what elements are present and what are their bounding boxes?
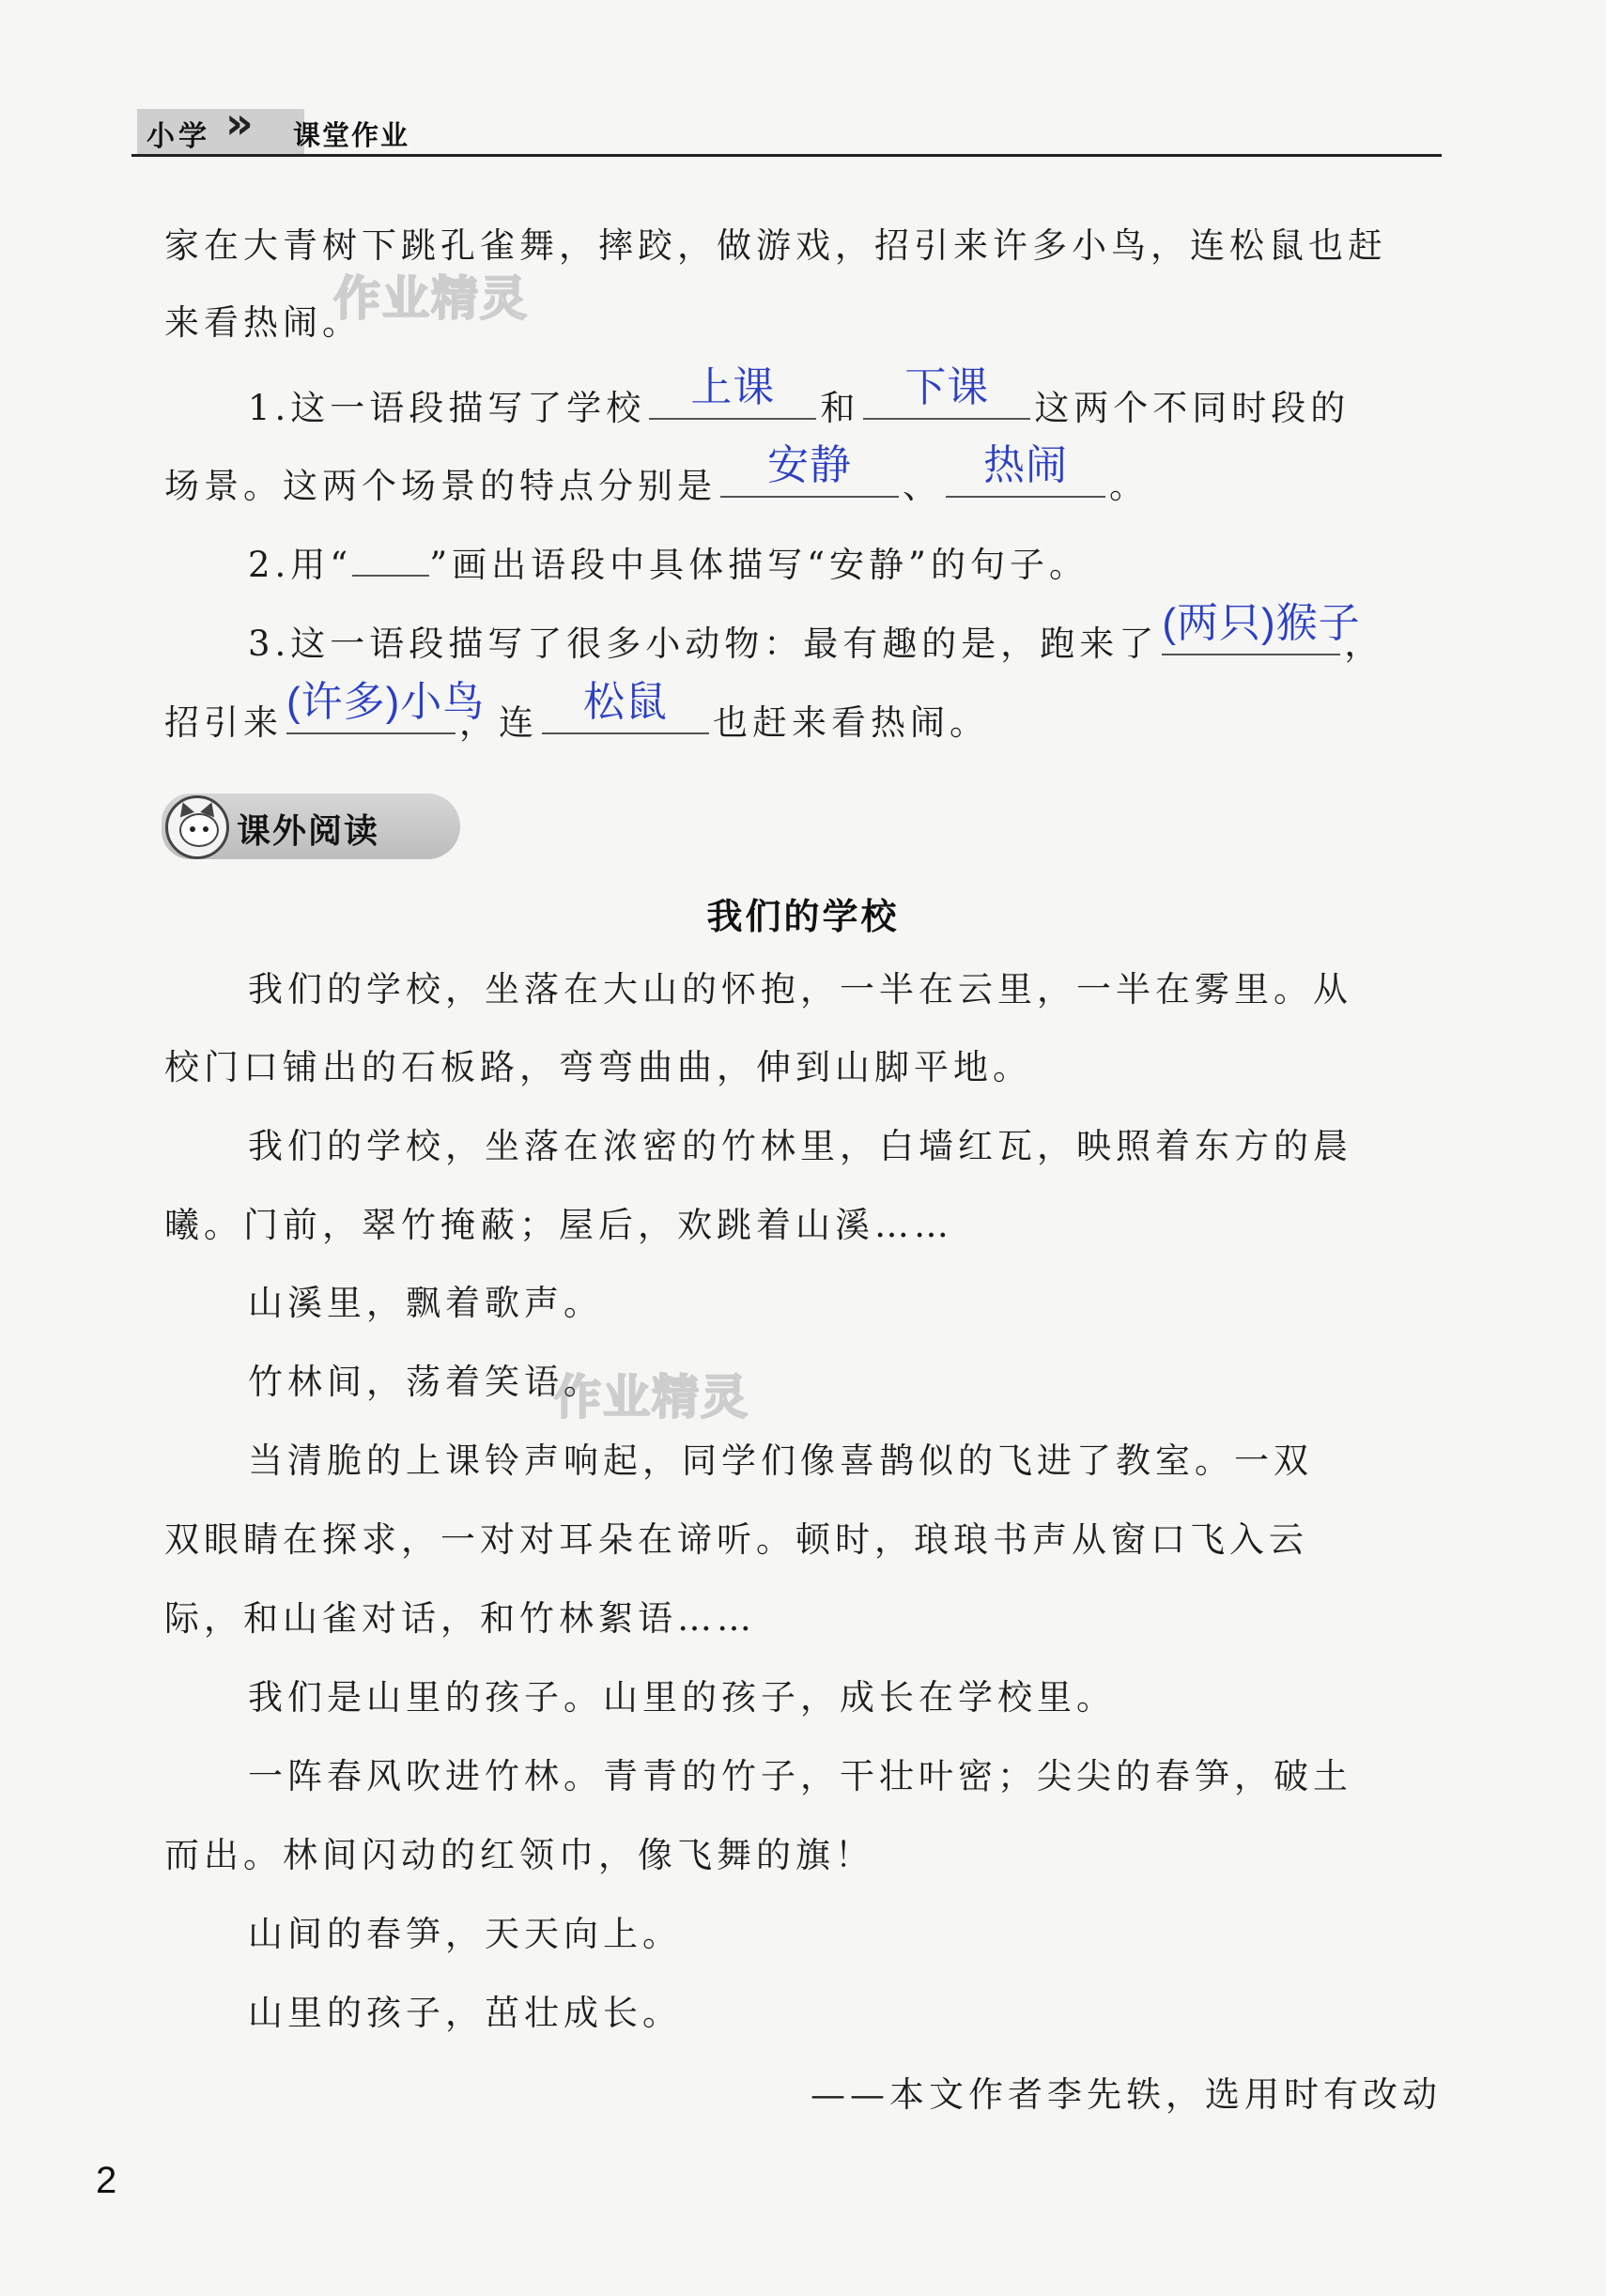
question-text: 3.这一语段描写了很多小动物：最有趣的是，跑来了 — [248, 624, 1159, 664]
answer-blank[interactable] — [286, 679, 486, 734]
answer-blank[interactable] — [863, 364, 1030, 420]
passage-line: 当清脆的上课铃声响起，同学们像喜鹊似的飞进了教室。一双 — [248, 1441, 1313, 1481]
passage-line: 际，和山雀对话，和竹林絮语…… — [164, 1598, 756, 1639]
passage-line: 而出。林间闪动的红领巾，像飞舞的旗！ — [164, 1835, 874, 1875]
header-divider — [131, 154, 1442, 157]
handwritten-answer: 松鼠 — [583, 679, 668, 725]
handwritten-answer: 热闹 — [983, 442, 1068, 488]
question-text: ”画出语段中具体描写“安静”的句子。 — [429, 545, 1089, 585]
passage-line: 我们是山里的孩子。山里的孩子，成长在学校里。 — [248, 1677, 1116, 1718]
question-1 — [248, 364, 1527, 431]
question-text: 也赶来看热闹。 — [713, 702, 989, 743]
passage-line: 山间的春笋，天天向上。 — [248, 1914, 682, 1954]
question-text: 2.用“ — [248, 545, 353, 585]
header-grade: 小学 — [147, 120, 210, 153]
section-badge — [162, 794, 460, 859]
answer-blank[interactable] — [720, 442, 899, 498]
question-3-line-2 — [164, 679, 1444, 746]
header-book-title: 课堂作业 — [293, 119, 410, 151]
passage-line: 我们的学校，坐落在大山的怀抱，一半在云里，一半在雾里。从 — [248, 969, 1352, 1009]
passage-line: 山溪里，飘着歌声。 — [248, 1283, 603, 1323]
handwritten-answer: (许多)小鸟 — [286, 679, 486, 725]
question-text: 场景。这两个场景的特点分别是 — [164, 466, 717, 506]
answer-blank[interactable] — [649, 364, 816, 420]
cat-face-icon — [165, 795, 229, 859]
question-text: 1.这一语段描写了学校 — [248, 388, 646, 428]
passage-line: 一阵春风吹进竹林。青青的竹子，干壮叶密；尖尖的春笋，破土 — [248, 1756, 1352, 1796]
answer-blank[interactable] — [542, 679, 709, 734]
underline-sample — [352, 537, 429, 577]
question-2 — [248, 537, 1527, 588]
chevron-right-icon: » — [225, 98, 240, 148]
passage-source: ——本文作者李先轶，选用时有改动 — [811, 2074, 1442, 2115]
passage-line: 双眼睛在探求，一对对耳朵在谛听。顿时，琅琅书声从窗口飞入云 — [164, 1519, 1308, 1560]
question-text: ，连 — [459, 702, 538, 743]
answer-blank[interactable] — [946, 442, 1105, 498]
passage-line: 曦。门前，翠竹掩蔽；屋后，欢跳着山溪…… — [164, 1205, 953, 1245]
passage-line: 竹林间，荡着笑语。 — [248, 1362, 603, 1402]
question-text: ， — [1344, 624, 1384, 664]
handwritten-answer: (两只)猴子 — [1162, 600, 1361, 646]
question-1-line-2 — [164, 442, 1444, 509]
watermark: 作业精灵 — [333, 271, 529, 326]
passage-line: 山里的孩子，茁壮成长。 — [248, 1993, 682, 2033]
question-text: 和 — [820, 388, 860, 428]
question-3 — [248, 600, 1527, 667]
intro-line: 来看热闹。 — [164, 302, 362, 343]
question-text: 、 — [903, 466, 942, 506]
section-label: 课外阅读 — [237, 812, 380, 851]
question-text: 招引来 — [164, 702, 283, 743]
watermark: 作业精灵 — [554, 1370, 749, 1425]
page-number: 2 — [96, 2160, 117, 2201]
passage-line: 校门口铺出的石板路，弯弯曲曲，伸到山脚平地。 — [164, 1047, 1032, 1087]
answer-blank[interactable] — [1162, 600, 1361, 655]
intro-line: 家在大青树下跳孔雀舞，摔跤，做游戏，招引来许多小鸟，连松鼠也赶 — [164, 225, 1387, 266]
page-header — [131, 98, 1442, 158]
handwritten-answer: 安静 — [767, 442, 852, 488]
question-text: 。 — [1109, 466, 1149, 506]
passage-line: 我们的学校，坐落在浓密的竹林里，白墙红瓦，映照着东方的晨 — [248, 1126, 1352, 1166]
handwritten-answer: 上课 — [690, 364, 776, 410]
passage-title: 我们的学校 — [706, 896, 900, 937]
question-text: 这两个不同时段的 — [1034, 388, 1351, 428]
handwritten-answer: 下课 — [904, 364, 990, 410]
